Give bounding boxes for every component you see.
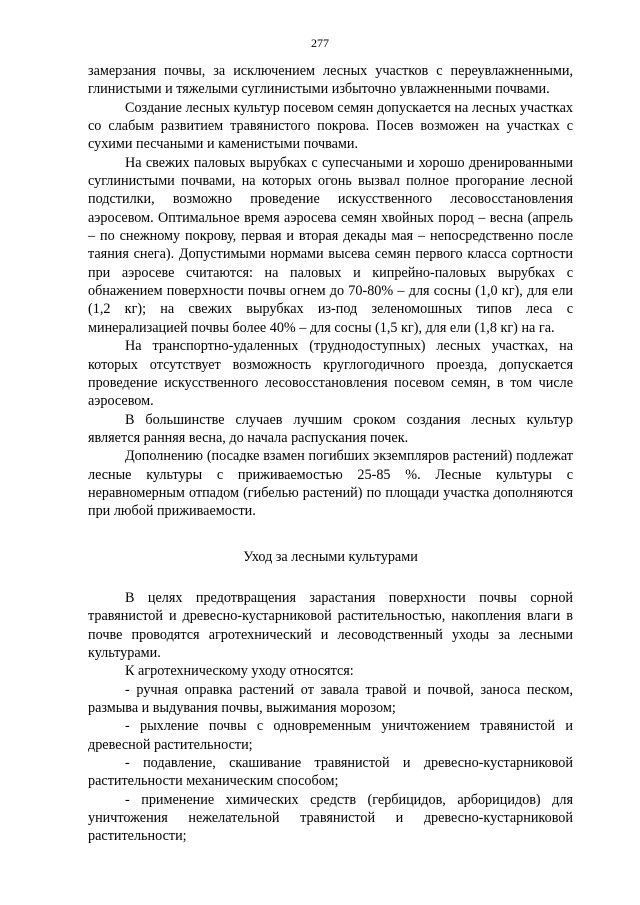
list-item: - рыхление почвы с одновременным уничтожением травянистой и древесной растительности; xyxy=(88,718,573,753)
paragraph: На транспортно-удаленных (труднодоступных) лесных участках, на которых отсутствует возможность круглогодичного проезда, допускается проведение искусственного лесовосстановления посевом семян, в том числе аэросевом. xyxy=(88,338,573,410)
list-item: - подавление, скашивание травянистой и древесно-кустарниковой растительности механическим способом; xyxy=(88,755,573,790)
paragraph: На свежих паловых вырубках с супесчаными и хорошо дренированными суглинистыми почвами, на которых огонь вызвал полное прогорание лесной подстилки, возможно проведение искусственного лесовосстановления аэросевом. Оптимальное время аэросева семян хвойных пород – весна (апрель – по снежному покрову, первая и вторая декады мая – непосредственно после таяния снега). Допустимыми нормами высева семян первого класса сортности при аэросеве считаются: на паловых и кипрейно-паловых вырубках с обнажением поверхности почвы огнем до 70-80% – для сосны (1,0 кг), для ели (1,2 кг); на свежих вырубках из-под зеленомошных типов леса с минерализацией почвы более 40% – для сосны (1,5 кг), для ели (1,8 кг) на га. xyxy=(88,154,573,336)
page-number: 277 xyxy=(311,36,329,50)
list-item: - ручная оправка растений от завала травой и почвой, заноса песком, размыва и выдувания почвы, выжимания морозом; xyxy=(88,681,573,716)
page-body xyxy=(88,62,573,846)
paragraph: К агротехническому уходу относятся: xyxy=(125,663,354,680)
section-heading: Уход за лесными культурами xyxy=(243,548,418,565)
paragraph: В большинстве случаев лучшим сроком создания лесных культур является ранняя весна, до начала распускания почек. xyxy=(88,411,573,446)
paragraph: замерзания почвы, за исключением лесных участков с переувлажненными, глинистыми и тяжелыми суглинистыми избыточно увлажненными почвами. xyxy=(88,63,573,98)
paragraph: В целях предотвращения зарастания поверхности почвы сорной травянистой и древесно-кустарниковой растительностью, накопления влаги в почве проводятся агротехнический и лесоводственный уходы за лесными культурами. xyxy=(88,589,573,661)
paragraph: Дополнению (посадке взамен погибших экземпляров растений) подлежат лесные культуры с приживаемостью 25-85 %. Лесные культуры с неравномерным отпадом (гибелью растений) по площади участка дополняются при любой приживаемости. xyxy=(88,448,573,520)
paragraph: Создание лесных культур посевом семян допускается на лесных участках со слабым развитием травянистого покрова. Посев возможен на участках с сухими песчаными и каменистыми почвами. xyxy=(88,99,573,153)
list-item: - применение химических средств (гербицидов, арборицидов) для уничтожения нежелательной травянистой и древесно-кустарниковой растительности; xyxy=(88,791,573,845)
